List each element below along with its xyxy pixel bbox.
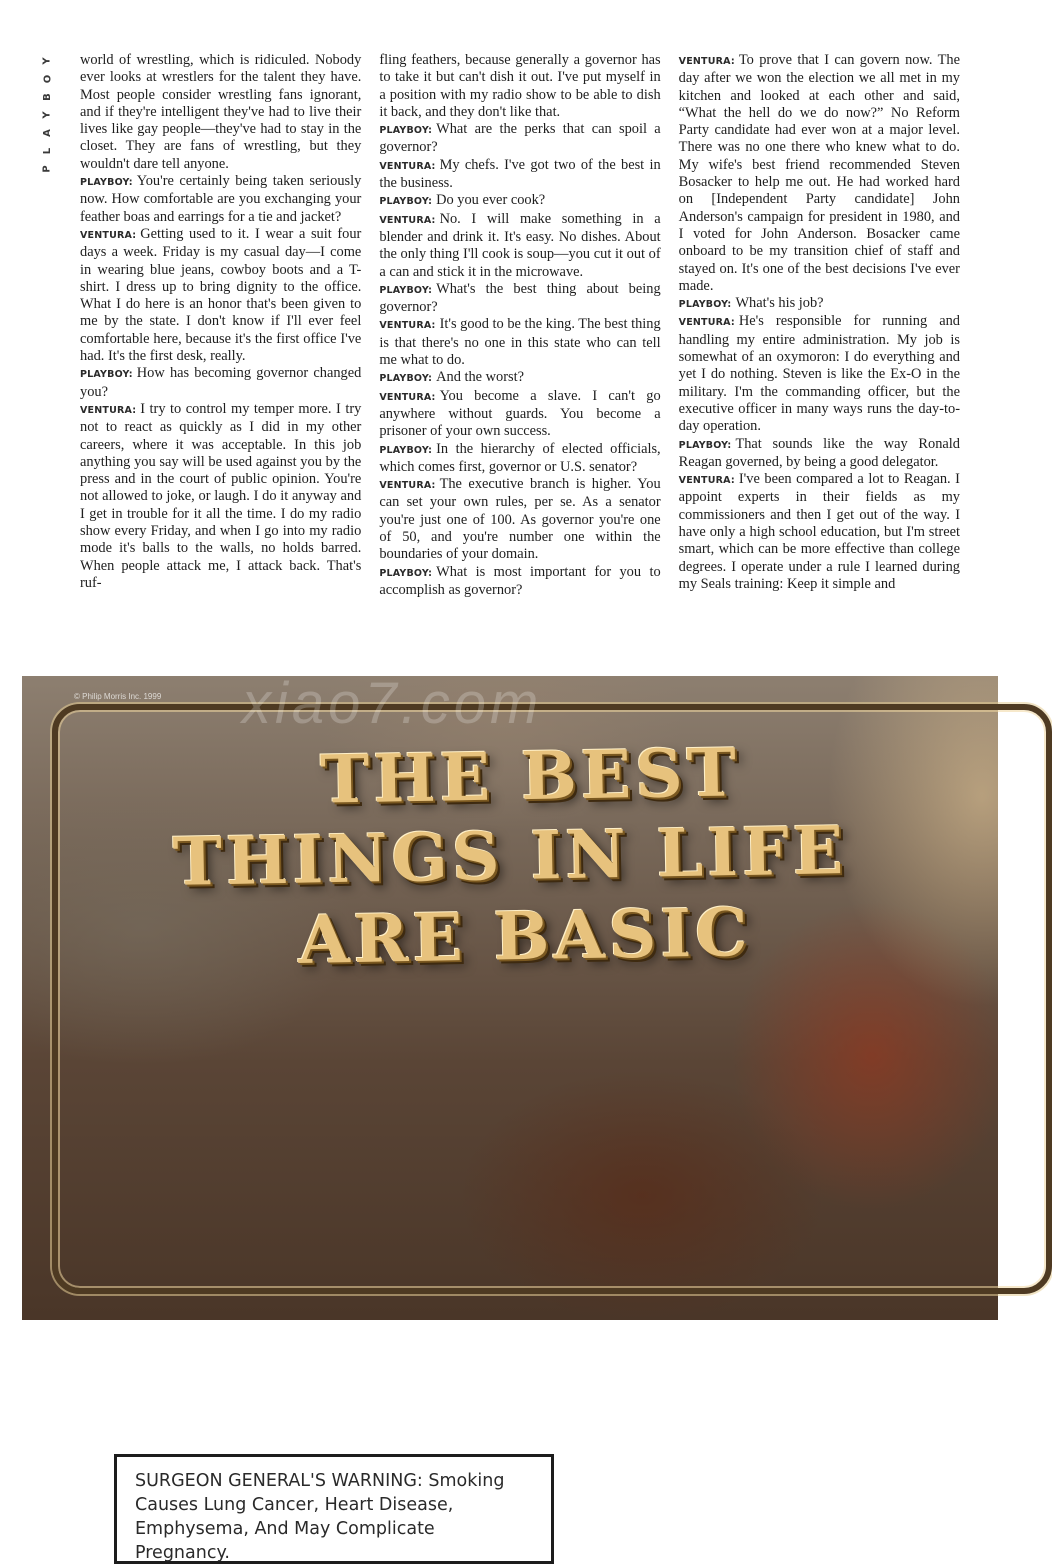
cigarette-advertisement [22,671,998,1563]
interview-paragraph [379,281,660,317]
interview-paragraph [679,436,960,472]
sidebar-letter: Y [42,57,53,65]
speaker-label: VENTURA: [379,480,436,492]
interview-paragraph [679,295,960,313]
column-3 [679,52,960,664]
speaker-label: PLAYBOY: [678,299,732,311]
headline-line: THE BEST [319,733,741,819]
ad-copyright: © Philip Morris Inc. 1999 [74,692,162,701]
interview-paragraph [379,52,660,121]
warning-text: SURGEON GENERAL'S WARNING: Smoking Causes Lung Cancer, Heart Disease, Emphysema, And May Complicate Pregnancy. [135,1471,505,1563]
paragraph-text: You're certainly being taken seriously now. How comfortable are you exchanging your feather boas and earrings for a tie and jacket? [80,173,362,225]
paragraph-text: And the worst? [436,369,525,386]
paragraph-text: I've been compared a lot to Reagan. I appoint experts in their fields as my commissioners and then I get out of the way. I have only a high school education, but I'm street smart, which can be more effective than college degrees. I operate under a rule I learned during my Seals training: Keep it simple and [678,471,960,592]
paragraph-text: What is most important for you to accomplish as governor? [379,563,661,598]
interview-paragraph [379,369,660,387]
speaker-label: PLAYBOY: [379,373,433,385]
paragraph-text: What's the best thing about being governor? [379,280,661,316]
interview-paragraph [679,471,960,593]
interview-paragraph [80,401,361,592]
sidebar-letter: A [42,129,53,137]
speaker-label: VENTURA: [678,317,735,329]
ftc-notice: 16 mg "tar," 1.0 mg nicotine av. per cigarette by FTC method. [100,1416,473,1430]
sidebar-letter: L [42,147,53,155]
ad-headline [22,733,998,979]
interview-paragraph [379,192,660,210]
paragraph-text: It's good to be the king. The best thing is that there's no one in this state who can tell me what to do. [379,316,661,369]
paragraph-text: To prove that I can govern now. The day after we won the election we all met in my kitchen and looked at each other and said, “What the hell do we do now?” No Reform Party candidate had ever won at a major level. There was no one there who knew what to do. My wife's best friend recommended Steven Bosacker to help me out. He had worked hard on [Independent Party candidate] John Anderson's campaign for president in 1980, and I voted for John Anderson. Bosacker came onboard to be my transition chief of staff and stayed on. It's one of the best decisions I've ever made. [678,52,960,294]
magazine-sidebar [38,52,58,178]
paragraph-text: What's his job? [735,295,824,312]
paragraph-text: What are the perks that can spoil a governor? [379,121,661,156]
interview-paragraph [80,365,361,401]
headline-line: ARE BASIC [297,893,753,979]
paragraph-text: In the hierarchy of elected officials, which comes first, governor or U.S. senator? [379,440,661,475]
column-1 [80,52,361,664]
paragraph-text: My chefs. I've got two of the best in the business. [379,156,661,192]
paragraph-text: No. I will make something in a blender and drink it. It's easy. No dishes. About the only thing I'll cook is soup—you cut it out of a can and stick it in the microwave. [379,210,661,280]
column-2 [379,52,660,664]
interview-paragraph [379,316,660,369]
paragraph-text: That sounds like the way Ronald Reagan governed, by being a good delegator. [678,435,960,470]
sidebar-letter: P [42,165,53,173]
paragraph-text: fling feathers, because generally a governor has to take it but can't dish it out. I've put myself in a position with my radio show to be able to dish it back, and they don't like that. [379,52,661,120]
paragraph-text: How has becoming governor changed you? [80,365,362,400]
speaker-label: VENTURA: [80,404,137,416]
speaker-label: PLAYBOY: [379,444,433,456]
interview-paragraph [80,226,361,365]
interview-paragraph [379,211,660,281]
speaker-label: VENTURA: [379,214,436,226]
surgeon-general-warning [114,1454,554,1564]
interview-paragraph [379,388,660,441]
interview-paragraph [80,52,361,173]
speaker-label: VENTURA: [379,391,436,403]
speaker-label: PLAYBOY: [80,177,133,189]
interview-paragraph [80,173,361,226]
speaker-label: PLAYBOY: [678,439,732,451]
speaker-label: PLAYBOY: [379,284,433,296]
interview-paragraph [379,564,660,600]
speaker-label: VENTURA: [678,475,735,487]
sidebar-letter: B [42,93,53,101]
interview-paragraph [379,121,660,157]
paragraph-text: world of wrestling, which is ridiculed. Nobody ever looks at wrestlers for the talent they have. Most people consider wrestling fans ignorant, and if they're intelligent they've had to live their lives like gay people—they've had to stay in the closet. They are fans of wrestling, but they wouldn't dare tell anyone. [80,52,362,172]
sidebar-letter: Y [42,111,53,119]
paragraph-text: The executive branch is higher. You can set your own rules, per se. As a senator you're just one of 100. As governor you're one of 50, and you're number one within the boundaries of your domain. [379,476,661,563]
interview-columns [80,52,960,664]
interview-paragraph [679,52,960,295]
speaker-label: VENTURA: [80,229,137,241]
watermark: xiao7.com [242,671,543,736]
speaker-label: VENTURA: [678,56,735,67]
interview-paragraph [379,157,660,193]
interview-paragraph [379,441,660,477]
paragraph-text: He's responsible for running and handling my entire administration. My job is somewhat of an oxymoron: I do everything and yet I do nothing. Steven is like the Ex-O in the military. I'm the commanding officer, but the executive officer in many ways runs the day-to-day operation. [678,313,960,435]
speaker-label: PLAYBOY: [379,196,433,208]
sidebar-letter: O [41,74,53,84]
speaker-label: VENTURA: [379,320,436,332]
paragraph-text: Getting used to it. I wear a suit four days a week. Friday is my casual day—I come in wearing blue jeans, cowboy boots and a T-shirt. I dress up to bring dignity to the office. What I do here is an honor that's been given to me by the state. I don't know if I'll ever feel comfortable here, because it's the first office I've had. It's the first desk, really. [80,225,362,365]
speaker-label: PLAYBOY: [80,369,133,381]
speaker-label: PLAYBOY: [379,125,433,137]
paragraph-text: Do you ever cook? [436,192,546,209]
paragraph-text: You become a slave. I can't go anywhere without guards. You become a prisoner of your own success. [379,387,661,440]
interview-paragraph [379,476,660,563]
speaker-label: VENTURA: [379,160,436,172]
speaker-label: PLAYBOY: [379,567,433,579]
headline-line: THINGS IN LIFE [172,811,848,901]
interview-paragraph [679,313,960,435]
paragraph-text: I try to control my temper more. I try not to react as quickly as I did in my other careers, where it was acceptable. In this job anything you say will be used against you by the press and in the court of public opinion. You're not allowed to joke, or laugh. I do it anyway and I get in trouble for it all the time. I do my radio show every Friday, and when I go into my radio mode it's balls to the walls, no holds barred. When people attack me, I attack back. That's ruf- [80,400,362,591]
